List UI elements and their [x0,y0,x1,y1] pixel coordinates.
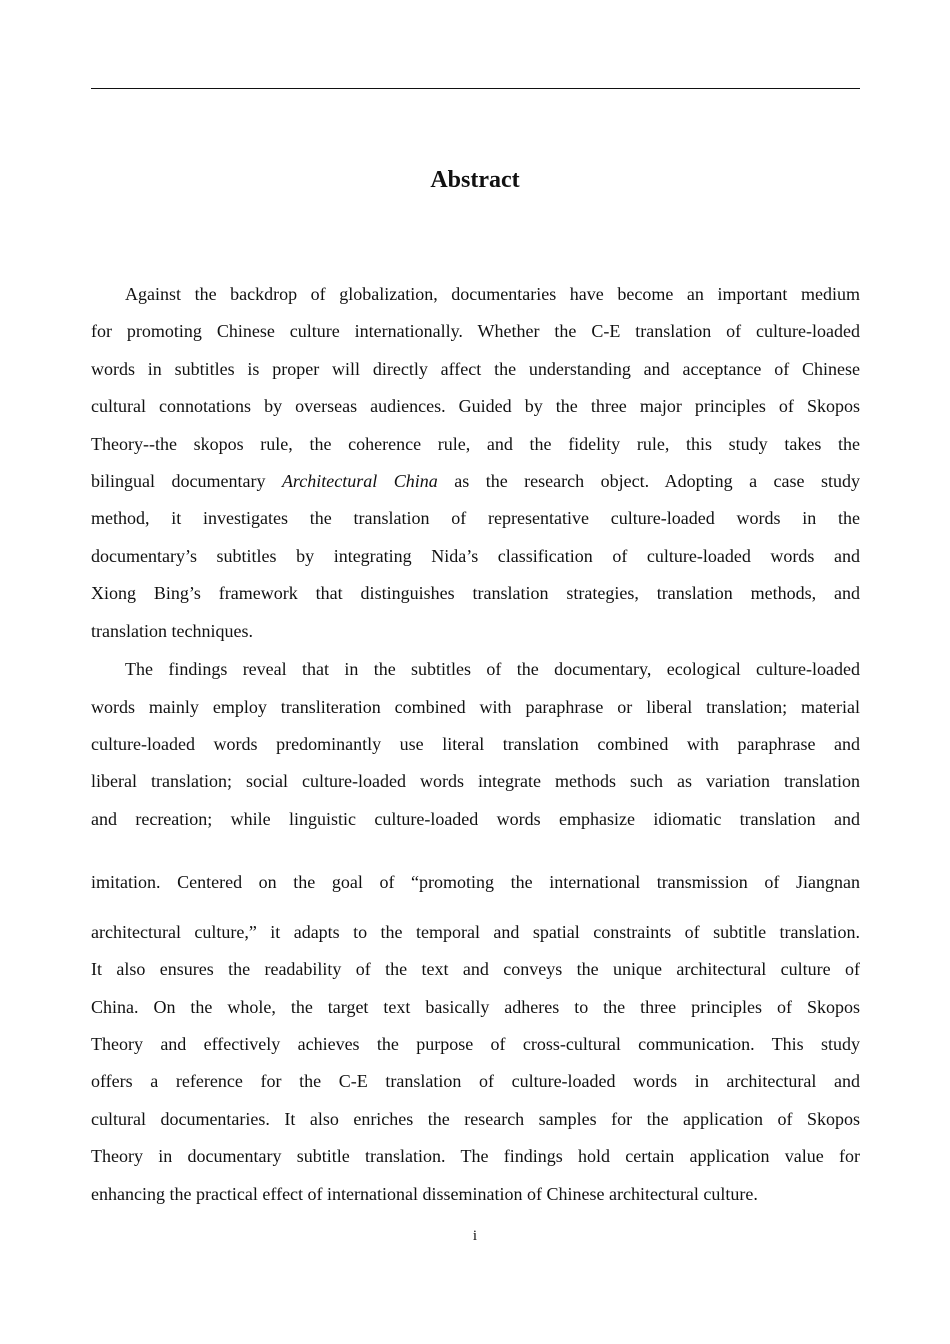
text-line: Against the backdrop of globalization, documentaries have become an important medium [125,284,860,304]
text-segment: as the research object. Adopting a case study [437,471,861,492]
text-line: words mainly employ transliteration combined with paraphrase or liberal translation; material [91,696,860,717]
abstract-body [91,276,860,1214]
text-line: culture-loaded words predominantly use literal translation combined with paraphrase and [91,734,860,755]
text-line: documentary’s subtitles by integrating Nida’s classification of culture-loaded words and [91,545,860,566]
text-line [91,463,860,500]
text-line: It also ensures the readability of the text and conveys the unique architectural culture of [91,959,860,980]
text-line: China. On the whole, the target text basically adheres to the three principles of Skopos [91,996,860,1017]
abstract-title: Abstract [430,167,520,193]
documentary-title: Architectural China [281,471,438,492]
text-line: liberal translation; social culture-loaded words integrate methods such as variation translation [91,771,860,792]
text-line: imitation. Centered on the goal of “promoting the international transmission of Jiangnan [91,872,860,893]
abstract-paragraph-1 [91,276,860,650]
text-line: cultural documentaries. It also enriches the research samples for the application of Skopos [91,1108,860,1129]
page-number: i [472,1228,478,1244]
text-line: cultural connotations by overseas audiences. Guided by the three major principles of Skopos [91,396,860,417]
text-line: translation techniques. [91,620,253,641]
text-segment: bilingual documentary [91,471,282,492]
text-line: enhancing the practical effect of international dissemination of Chinese architectural culture. [91,1183,758,1204]
abstract-paragraph-2 [91,651,860,1213]
text-line: for promoting Chinese culture internationally. Whether the C-E translation of culture-loaded [91,321,860,342]
text-line: and recreation; while linguistic culture-loaded words emphasize idiomatic translation and [91,808,860,829]
text-line: Theory and effectively achieves the purpose of cross-cultural communication. This study [91,1033,860,1054]
header-rule [91,88,860,89]
text-line: Theory--the skopos rule, the coherence rule, and the fidelity rule, this study takes the [91,433,860,454]
text-line: Xiong Bing’s framework that distinguishes translation strategies, translation methods, and [91,583,860,604]
text-line: architectural culture,” it adapts to the temporal and spatial constraints of subtitle translation. [91,921,860,942]
text-line: The findings reveal that in the subtitles of the documentary, ecological culture-loaded [125,659,860,680]
text-line: Theory in documentary subtitle translation. The findings hold certain application value for [91,1146,860,1167]
text-line: offers a reference for the C-E translation of culture-loaded words in architectural and [91,1071,860,1092]
text-line: method, it investigates the translation of representative culture-loaded words in the [91,508,860,529]
text-line: words in subtitles is proper will directly affect the understanding and acceptance of Chinese [91,358,860,379]
